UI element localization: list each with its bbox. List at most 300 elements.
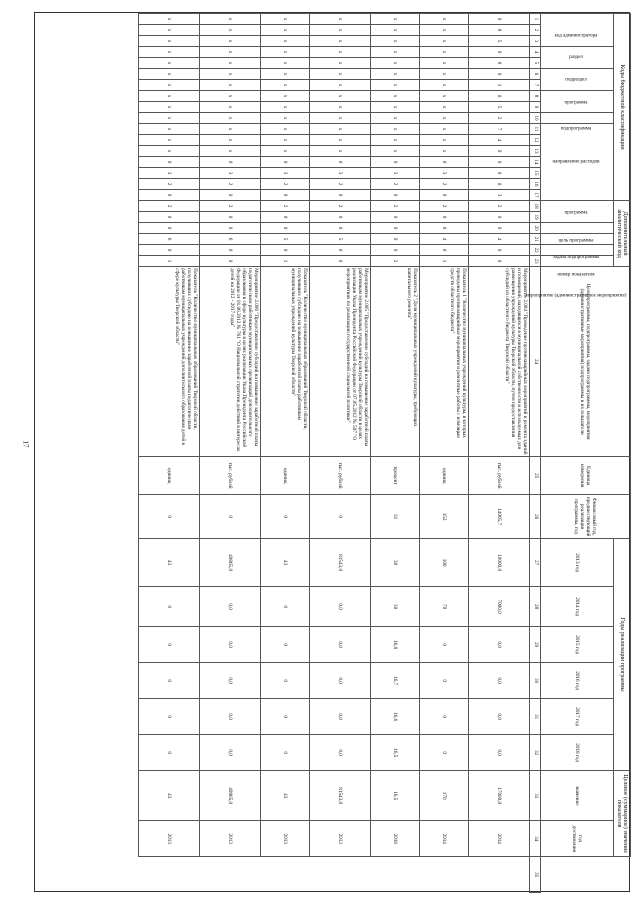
code-cell: 0 xyxy=(371,245,420,256)
year-value-cell: 30 xyxy=(371,539,420,587)
code-cell: 0 xyxy=(469,91,530,102)
code-cell: х xyxy=(310,91,371,102)
code-cell: х xyxy=(139,14,200,25)
year-value-cell: 0,0 xyxy=(200,587,261,627)
unit-cell: тыс. рублей xyxy=(310,457,371,495)
code-cell: х xyxy=(371,80,420,91)
target-year-cell: 2013 xyxy=(261,821,310,857)
code-cell: х xyxy=(261,80,310,91)
column-index-cell: 21 xyxy=(530,234,541,245)
unit-cell: тыс. рублей xyxy=(469,457,530,495)
code-cell: х xyxy=(200,135,261,146)
code-cell: х xyxy=(420,124,469,135)
code-cell: 0 xyxy=(261,223,310,234)
year-value-cell: 43 xyxy=(261,539,310,587)
code-cell: 0 xyxy=(371,212,420,223)
code-cell: 2 xyxy=(469,201,530,212)
code-cell: 5 xyxy=(310,234,371,245)
target-group-header: Целевое (суммарное) значение показателя xyxy=(614,771,631,857)
year-value-cell: 0,0 xyxy=(310,735,371,771)
code-cell: х xyxy=(139,80,200,91)
code-cell: 0 xyxy=(200,256,261,267)
rotated-table-wrapper xyxy=(35,13,631,893)
column-index-cell: 19 xyxy=(530,212,541,223)
code-cell: 5 xyxy=(261,234,310,245)
document-sheet xyxy=(34,12,630,892)
code-cell: х xyxy=(200,80,261,91)
target-value-cell: 43 xyxy=(261,771,310,821)
target-year-cell: 2014 xyxy=(469,821,530,857)
code-cell: х xyxy=(371,102,420,113)
code-cell: х xyxy=(310,58,371,69)
code-cell: х xyxy=(139,69,200,80)
code-cell: 0 xyxy=(469,157,530,168)
target-year-cell: 2013 xyxy=(139,821,200,857)
code-cell: х xyxy=(139,47,200,58)
year-value-cell: 100 xyxy=(420,539,469,587)
target-value-cell: 81543,0 xyxy=(310,771,371,821)
year-value-cell: 0 xyxy=(261,699,310,735)
code-cell: х xyxy=(310,36,371,47)
year-value-cell: 0 xyxy=(139,699,200,735)
page-number: 17 xyxy=(21,440,30,448)
code-cell: 2 xyxy=(139,201,200,212)
code-cell: х xyxy=(420,80,469,91)
column-index-cell: 24 xyxy=(530,267,541,457)
code-cell: х xyxy=(420,69,469,80)
goal-text-cell: Мероприятие 2.006 "Предоставление субсидий на повышение заработной платы педагогическим работникам муниципальных организаций дополнительного образования в сфере культуры в целях реализации Указа Президента Российской Федерации от 01.06.2012 № 761 "О Национальной стратегии действий в интересах детей на 2012 - 2017 годы" xyxy=(200,267,261,457)
code-cell: х xyxy=(200,69,261,80)
code-cell: х xyxy=(139,91,200,102)
target-year-cell: 2014 xyxy=(420,821,469,857)
code-cell: х xyxy=(420,102,469,113)
code-cell: 2 xyxy=(310,179,371,190)
code-cell: 0 xyxy=(469,146,530,157)
code-cell: 1 xyxy=(261,256,310,267)
code-cell: 3 xyxy=(420,168,469,179)
code-cell: х xyxy=(261,36,310,47)
code-cell: 0 xyxy=(139,157,200,168)
code-cell: х xyxy=(371,91,420,102)
code-cell: 0 xyxy=(469,212,530,223)
column-index-cell: 18 xyxy=(530,201,541,212)
code-cell: 0 xyxy=(469,47,530,58)
year-value-cell: 0,0 xyxy=(469,663,530,699)
goal-text-cell: Мероприятие 2.004 "Проведение противоаварийных мероприятий и ремонта зданий и помещений, находящихся в муниципальной собственности и используемых для размещения учреждений культуры Тверской области, путем предоставления субсидий из областного бюджета Тверской области" xyxy=(469,267,530,457)
kbk-group-header: Коды бюджетной классификации xyxy=(614,14,631,201)
code-cell: 7 xyxy=(469,124,530,135)
target-value-cell: 17000,0 xyxy=(469,771,530,821)
year-value-cell: 0 xyxy=(139,627,200,663)
code-cell: х xyxy=(420,135,469,146)
code-cell: 0 xyxy=(371,190,420,201)
code-cell: х xyxy=(139,113,200,124)
kbk-admin-header: код администратора xyxy=(541,14,614,47)
year-value-cell: 0 xyxy=(261,587,310,627)
code-cell: х xyxy=(139,124,200,135)
column-index-cell: 17 xyxy=(530,190,541,201)
years-group-header: Годы реализации программы xyxy=(614,539,631,771)
dop-code-group-header: Дополнительный аналитический код xyxy=(614,201,631,267)
code-cell: 2 xyxy=(371,179,420,190)
year-value-cell: 0,0 xyxy=(310,663,371,699)
code-cell: х xyxy=(200,25,261,36)
code-cell: х xyxy=(200,102,261,113)
target-value-header: значение xyxy=(541,771,614,821)
fin-year-cell: 0 xyxy=(200,495,261,539)
table-row xyxy=(420,14,469,893)
fin-year-cell: 0 xyxy=(261,495,310,539)
code-cell: х xyxy=(139,58,200,69)
year-2013-header: 2013 год xyxy=(541,539,614,587)
table-body xyxy=(139,14,530,893)
kbk-podprogramma-header: подпрограмма xyxy=(541,113,614,124)
column-index-cell: 22 xyxy=(530,245,541,256)
code-cell: х xyxy=(420,91,469,102)
code-cell: х xyxy=(310,80,371,91)
code-cell: х xyxy=(371,113,420,124)
code-cell: 2 xyxy=(420,179,469,190)
code-cell: х xyxy=(200,124,261,135)
code-cell: х xyxy=(261,113,310,124)
code-cell: х xyxy=(310,113,371,124)
goal-text-cell: Показатель 1 "Количество муниципальных учреждений культуры, в которых проведены противоаварийные мероприятия и ремонтные работы с помощью средств областного бюджета" xyxy=(420,267,469,457)
code-cell: х xyxy=(371,124,420,135)
code-cell: х xyxy=(371,25,420,36)
year-value-cell: 43 xyxy=(139,539,200,587)
code-cell: х xyxy=(371,69,420,80)
code-cell: 0 xyxy=(310,223,371,234)
unit-cell: единиц xyxy=(420,457,469,495)
code-cell: х xyxy=(261,14,310,25)
code-cell: 3 xyxy=(469,190,530,201)
code-cell: 3 xyxy=(261,168,310,179)
column-index-cell: 9 xyxy=(530,102,541,113)
code-cell: 0 xyxy=(420,190,469,201)
column-index-row xyxy=(530,14,541,893)
fin-year-cell: 0 xyxy=(310,495,371,539)
code-cell: 0 xyxy=(420,223,469,234)
code-cell: х xyxy=(371,47,420,58)
code-cell: х xyxy=(310,47,371,58)
kbk-razdel-header: раздел xyxy=(541,47,614,69)
column-index-cell: 27 xyxy=(530,539,541,587)
goal-text-cell: Мероприятие 2.005 "Предоставление субсидий на повышение заработной платы работникам муниципальных учреждений культуры Тверской области в целях реализации Указа Президента Российской Федерации от 07.05.2012 № 597 "О мероприятиях по реализации государственной социальной политики" xyxy=(310,267,371,457)
year-value-cell: 0,0 xyxy=(310,587,371,627)
year-2018-header: 2018 год xyxy=(541,735,614,771)
code-cell: 5 xyxy=(469,102,530,113)
unit-cell: единиц xyxy=(139,457,200,495)
unit-cell: единиц xyxy=(261,457,310,495)
code-cell: 8 xyxy=(469,58,530,69)
code-cell: 1 xyxy=(469,80,530,91)
code-cell: х xyxy=(420,146,469,157)
year-value-cell: 0 xyxy=(420,663,469,699)
code-cell: х xyxy=(310,146,371,157)
code-cell: 0 xyxy=(469,168,530,179)
code-cell: 0 xyxy=(310,245,371,256)
goals-header: Цели программы, подпрограммы, задачи подпрограммы, мероприятия (административные мероприятия) подпрограммы и их показатели xyxy=(541,267,631,457)
code-cell: х xyxy=(310,135,371,146)
code-cell: 1 xyxy=(139,256,200,267)
code-cell: х xyxy=(420,47,469,58)
code-cell: х xyxy=(139,135,200,146)
column-index-cell: 6 xyxy=(530,69,541,80)
code-cell: 2 xyxy=(200,201,261,212)
column-index-cell: 33 xyxy=(530,771,541,821)
table-row xyxy=(261,14,310,893)
column-index-cell: 31 xyxy=(530,699,541,735)
code-cell: 0 xyxy=(139,245,200,256)
code-cell: х xyxy=(420,113,469,124)
code-cell: 0 xyxy=(200,157,261,168)
target-value-cell: 43 xyxy=(139,771,200,821)
unit-cell: тыс. рублей xyxy=(200,457,261,495)
code-cell: х xyxy=(310,124,371,135)
code-cell: х xyxy=(371,146,420,157)
column-index-cell: 28 xyxy=(530,587,541,627)
code-cell: 8 xyxy=(469,25,530,36)
code-cell: х xyxy=(371,135,420,146)
year-value-cell: 0,0 xyxy=(200,735,261,771)
year-value-cell: 0,0 xyxy=(200,627,261,663)
target-year-cell: 2018 xyxy=(371,821,420,857)
unit-cell: процент xyxy=(371,457,420,495)
code-cell: 2 xyxy=(139,179,200,190)
code-cell: х xyxy=(261,135,310,146)
year-value-cell: 0 xyxy=(139,663,200,699)
year-value-cell: 16,7 xyxy=(371,663,420,699)
column-index-cell: 29 xyxy=(530,627,541,663)
year-2014-header: 2014 год xyxy=(541,587,614,627)
code-cell: 0 xyxy=(469,223,530,234)
code-cell: х xyxy=(420,36,469,47)
year-value-cell: 0 xyxy=(420,735,469,771)
year-value-cell: 0 xyxy=(261,663,310,699)
code-cell: х xyxy=(371,36,420,47)
code-cell: х xyxy=(261,25,310,36)
code-cell: 0 xyxy=(200,190,261,201)
column-index-cell: 1 xyxy=(530,14,541,25)
year-value-cell: 81543,0 xyxy=(310,539,371,587)
code-cell: 2 xyxy=(261,179,310,190)
fin-year-cell: 152 xyxy=(420,495,469,539)
column-index-cell: 15 xyxy=(530,168,541,179)
kbk-napr-rashodov-header: направление расходов xyxy=(541,124,614,201)
year-value-cell: 0,0 xyxy=(469,699,530,735)
table-row xyxy=(469,14,530,893)
year-value-cell: 0 xyxy=(420,627,469,663)
year-value-cell: 70 xyxy=(420,587,469,627)
code-cell: х xyxy=(139,25,200,36)
column-index-cell: 3 xyxy=(530,36,541,47)
year-2015-header: 2015 год xyxy=(541,627,614,663)
code-cell: х xyxy=(371,58,420,69)
target-year-cell: 2013 xyxy=(200,821,261,857)
code-cell: 3 xyxy=(139,168,200,179)
code-cell: 6 xyxy=(139,234,200,245)
code-cell: 2 xyxy=(261,201,310,212)
code-cell: 0 xyxy=(310,256,371,267)
column-index-cell: 8 xyxy=(530,91,541,102)
code-cell: 3 xyxy=(371,168,420,179)
year-value-cell: 0,0 xyxy=(469,627,530,663)
year-value-cell: 10000,0 xyxy=(469,539,530,587)
code-cell: 0 xyxy=(371,223,420,234)
target-year-header: год достижения xyxy=(541,821,614,857)
code-cell: 3 xyxy=(310,168,371,179)
code-cell: 2 xyxy=(310,201,371,212)
code-cell: х xyxy=(420,14,469,25)
code-cell: х xyxy=(261,69,310,80)
year-value-cell: 0 xyxy=(139,735,200,771)
column-index-cell: 16 xyxy=(530,179,541,190)
code-cell: 0 xyxy=(469,69,530,80)
column-index-cell: 35 xyxy=(530,857,541,893)
code-cell: 6 xyxy=(200,234,261,245)
code-cell: 2 xyxy=(371,256,420,267)
code-cell: 0 xyxy=(310,157,371,168)
kbk-podrazdel-header: подраздел xyxy=(541,69,614,91)
code-cell: х xyxy=(261,58,310,69)
code-cell: х xyxy=(310,25,371,36)
column-index-cell: 26 xyxy=(530,495,541,539)
program-table xyxy=(138,13,631,893)
column-index-cell: 4 xyxy=(530,47,541,58)
year-value-cell: 0 xyxy=(420,699,469,735)
column-index-cell: 13 xyxy=(530,146,541,157)
column-index-cell: 23 xyxy=(530,256,541,267)
year-value-cell: 0,0 xyxy=(200,699,261,735)
table-row xyxy=(310,14,371,893)
column-index-cell: 14 xyxy=(530,157,541,168)
code-cell: х xyxy=(310,69,371,80)
code-cell: 0 xyxy=(420,157,469,168)
column-index-cell: 25 xyxy=(530,457,541,495)
code-cell: х xyxy=(261,47,310,58)
fin-year-header: Финансовый год, предшествующий реализации программы, год xyxy=(541,495,631,539)
code-cell: 0 xyxy=(310,190,371,201)
code-cell: 2 xyxy=(469,113,530,124)
code-cell: х xyxy=(261,102,310,113)
target-value-cell: 170 xyxy=(420,771,469,821)
fin-year-cell: 0 xyxy=(139,495,200,539)
column-index-cell: 20 xyxy=(530,223,541,234)
code-cell: 3 xyxy=(200,168,261,179)
year-value-cell: 16,6 xyxy=(371,699,420,735)
column-index-cell: 30 xyxy=(530,663,541,699)
code-cell: 0 xyxy=(261,245,310,256)
table-row xyxy=(139,14,200,893)
code-cell: х xyxy=(200,47,261,58)
code-cell: 4 xyxy=(469,234,530,245)
year-2016-header: 2016 год xyxy=(541,663,614,699)
code-cell: 2 xyxy=(200,179,261,190)
goal-text-cell: Показатель 2 "Доля муниципальных учреждений культуры, требующих капитального ремонта" xyxy=(371,267,420,457)
code-cell: х xyxy=(200,146,261,157)
year-value-cell: 30 xyxy=(371,587,420,627)
year-value-cell: 0 xyxy=(261,735,310,771)
code-cell: х xyxy=(200,91,261,102)
code-cell: х xyxy=(200,58,261,69)
dop-cel-header: цель программы xyxy=(541,223,614,234)
code-cell: 4 xyxy=(469,135,530,146)
code-cell: х xyxy=(310,102,371,113)
column-index-cell: 12 xyxy=(530,135,541,146)
code-cell: х xyxy=(261,91,310,102)
code-cell: х xyxy=(261,146,310,157)
code-cell: 0 xyxy=(139,223,200,234)
column-index-cell: 7 xyxy=(530,80,541,91)
target-value-cell: 16,5 xyxy=(371,771,420,821)
code-cell: 0 xyxy=(261,212,310,223)
code-cell: 0 xyxy=(200,245,261,256)
year-value-cell: 0,0 xyxy=(310,699,371,735)
year-value-cell: 0,0 xyxy=(200,663,261,699)
dop-meropriyatie-header: мероприятие (административное мероприятие) xyxy=(541,245,614,256)
code-cell: х xyxy=(139,146,200,157)
code-cell: х xyxy=(139,102,200,113)
year-2017-header: 2017 год xyxy=(541,699,614,735)
code-cell: х xyxy=(200,113,261,124)
fin-year-cell: 31 xyxy=(371,495,420,539)
code-cell: 0 xyxy=(139,190,200,201)
year-value-cell: 16,8 xyxy=(371,627,420,663)
year-value-cell: 16,5 xyxy=(371,735,420,771)
code-cell: 0 xyxy=(261,190,310,201)
column-index-cell: 5 xyxy=(530,58,541,69)
dop-zadacha-header: задача подпрограммы xyxy=(541,234,614,245)
year-value-cell: 0 xyxy=(261,627,310,663)
code-cell: 0 xyxy=(469,245,530,256)
target-year-cell: 2013 xyxy=(310,821,371,857)
code-cell: х xyxy=(420,25,469,36)
column-index-cell: 32 xyxy=(530,735,541,771)
code-cell: 0 xyxy=(469,14,530,25)
dop-nomer-header: номер показателя xyxy=(541,256,614,267)
code-cell: 0 xyxy=(420,245,469,256)
code-cell: 2 xyxy=(420,201,469,212)
table-row xyxy=(371,14,420,893)
code-cell: х xyxy=(261,124,310,135)
code-cell: 0 xyxy=(139,212,200,223)
target-value-cell: 49865,0 xyxy=(200,771,261,821)
code-cell: 1 xyxy=(420,256,469,267)
year-value-cell: 49865,0 xyxy=(200,539,261,587)
code-cell: х xyxy=(200,14,261,25)
code-cell: 0 xyxy=(261,157,310,168)
code-cell: 5 xyxy=(469,36,530,47)
code-cell: х xyxy=(200,36,261,47)
year-value-cell: 0,0 xyxy=(310,627,371,663)
year-value-cell: 0 xyxy=(139,587,200,627)
kbk-programma-header: программа xyxy=(541,91,614,113)
code-cell: х xyxy=(420,58,469,69)
code-cell: х xyxy=(139,36,200,47)
table-row xyxy=(200,14,261,893)
column-index-cell: 2 xyxy=(530,25,541,36)
goal-text-cell: Показатель "Количество муниципальных образований Тверской области, получивших субсидию на повышение заработной платы работникам муниципальных учреждений культуры Тверской области" xyxy=(261,267,310,457)
code-cell: 0 xyxy=(310,212,371,223)
fin-year-cell: 14065,7 xyxy=(469,495,530,539)
code-cell: 4 xyxy=(420,234,469,245)
year-value-cell: 0,0 xyxy=(469,735,530,771)
column-index-cell: 34 xyxy=(530,821,541,857)
code-cell: 2 xyxy=(371,201,420,212)
code-cell: х xyxy=(310,14,371,25)
code-cell: 0 xyxy=(469,179,530,190)
goal-text-cell: Показатель "Количество муниципальных образований Тверской области, получивших субсидию на повышение заработной платы педагогическим работникам муниципальных учреждений дополнительного образования детей в сфере культуры Тверской области" xyxy=(139,267,200,457)
